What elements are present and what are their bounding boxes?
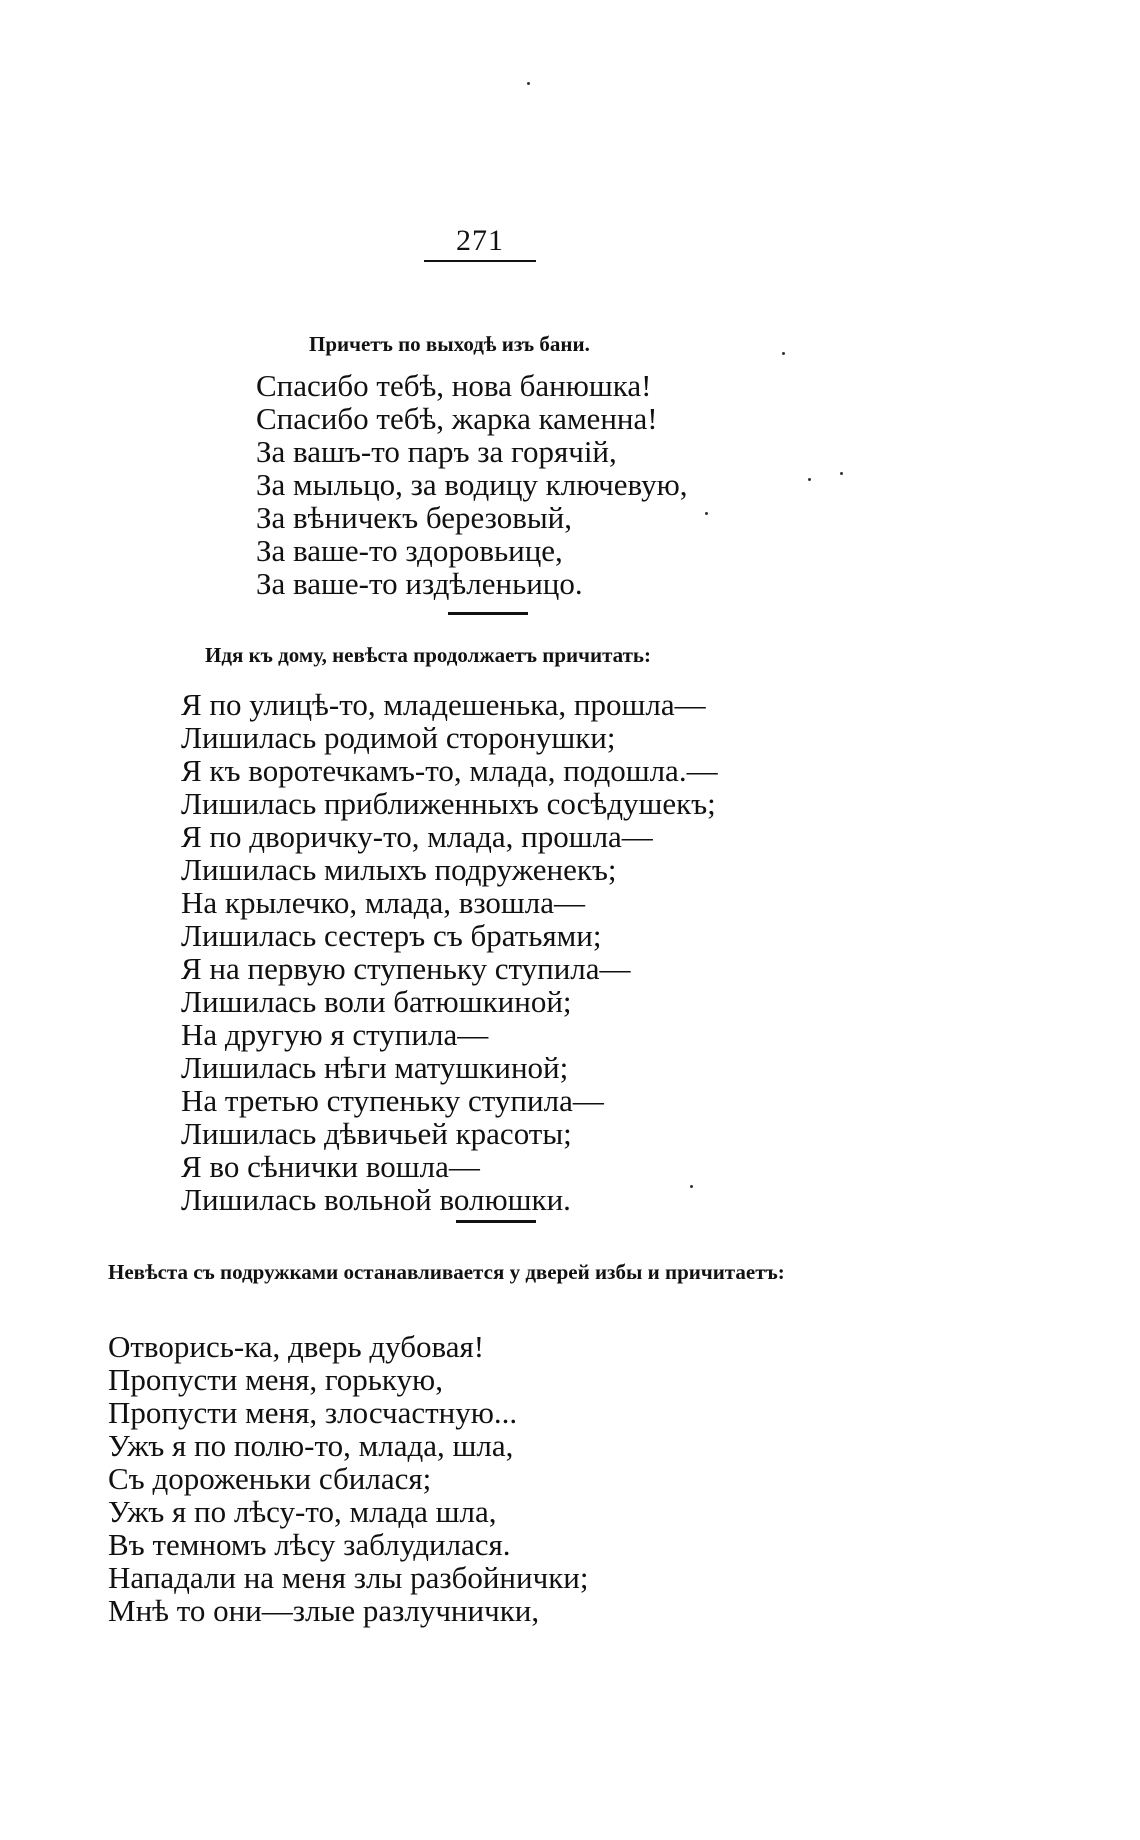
verse-line: Я во сѣнички вошла—: [181, 1149, 480, 1184]
verse-line: На третью ступеньку ступила—: [181, 1083, 604, 1118]
verse-line: Я на первую ступеньку ступила—: [181, 951, 631, 986]
verse-block: [256, 369, 688, 600]
verse-line: Лишилась нѣги матушкиной;: [181, 1050, 569, 1085]
verse-line: Спасибо тебѣ, нова банюшка!: [256, 368, 652, 403]
verse-line: На крылечко, млада, взошла—: [181, 885, 585, 920]
section-heading: Идя къ дому, невѣста продолжаетъ причитать:: [205, 643, 652, 667]
verse-line: За вашъ-то паръ за горячій,: [256, 434, 617, 469]
verse-line: Съ дороженьки сбилася;: [108, 1461, 432, 1496]
verse-line: Ужъ я по полю-то, млада, шла,: [108, 1428, 514, 1463]
section-divider: [448, 612, 528, 615]
print-speck: [808, 478, 811, 481]
verse-line: Спасибо тебѣ, жарка каменна!: [256, 401, 658, 436]
verse-line: Лишилась вольной волюшки.: [181, 1182, 571, 1217]
section-heading: Невѣста съ подружками останавливается у дверей избы и причитаетъ:: [108, 1260, 785, 1284]
verse-line: Мнѣ то они—злые разлучнички,: [108, 1593, 540, 1628]
verse-line: Отворись-ка, дверь дубовая!: [108, 1329, 485, 1364]
verse-line: На другую я ступила—: [181, 1017, 489, 1052]
verse-line: Пропусти меня, горькую,: [108, 1362, 443, 1397]
verse-line: За мыльцо, за водицу ключевую,: [256, 467, 688, 502]
verse-line: Пропусти меня, злосчастную...: [108, 1395, 518, 1430]
verse-line: За вѣничекъ березовый,: [256, 500, 573, 535]
verse-line: Нападали на меня злы разбойнички;: [108, 1560, 589, 1595]
verse-line: Я къ воротечкамъ-то, млада, подошла.—: [181, 753, 718, 788]
verse-line: За ваше-то издѣленьицо.: [256, 566, 583, 601]
print-speck: [705, 512, 708, 515]
verse-line: Лишилась родимой сторонушки;: [181, 720, 616, 755]
verse-line: Лишилась приближенныхъ сосѣдушекъ;: [181, 786, 716, 821]
verse-line: Въ темномъ лѣсу заблудилася.: [108, 1527, 511, 1562]
verse-line: За ваше-то здоровьице,: [256, 533, 563, 568]
verse-line: Я по дворичку-то, млада, прошла—: [181, 819, 653, 854]
verse-line: Лишилась милыхъ подруженекъ;: [181, 852, 617, 887]
section-divider: [456, 1220, 536, 1223]
print-speck: [690, 1185, 693, 1188]
verse-line: Лишилась дѣвичьей красоты;: [181, 1116, 572, 1151]
verse-line: Лишилась воли батюшкиной;: [181, 984, 572, 1019]
verse-line: Я по улицѣ-то, младешенька, прошла—: [181, 687, 706, 722]
verse-block: [108, 1330, 588, 1627]
page-number: 271: [424, 224, 536, 262]
section-heading: Причетъ по выходѣ изъ бани.: [309, 332, 590, 356]
verse-line: Лишилась сестеръ съ братьями;: [181, 918, 602, 953]
print-speck: [527, 82, 530, 85]
print-speck: [840, 472, 843, 475]
verse-line: Ужъ я по лѣсу-то, млада шла,: [108, 1494, 497, 1529]
verse-block: [181, 688, 718, 1216]
print-speck: [782, 352, 785, 355]
